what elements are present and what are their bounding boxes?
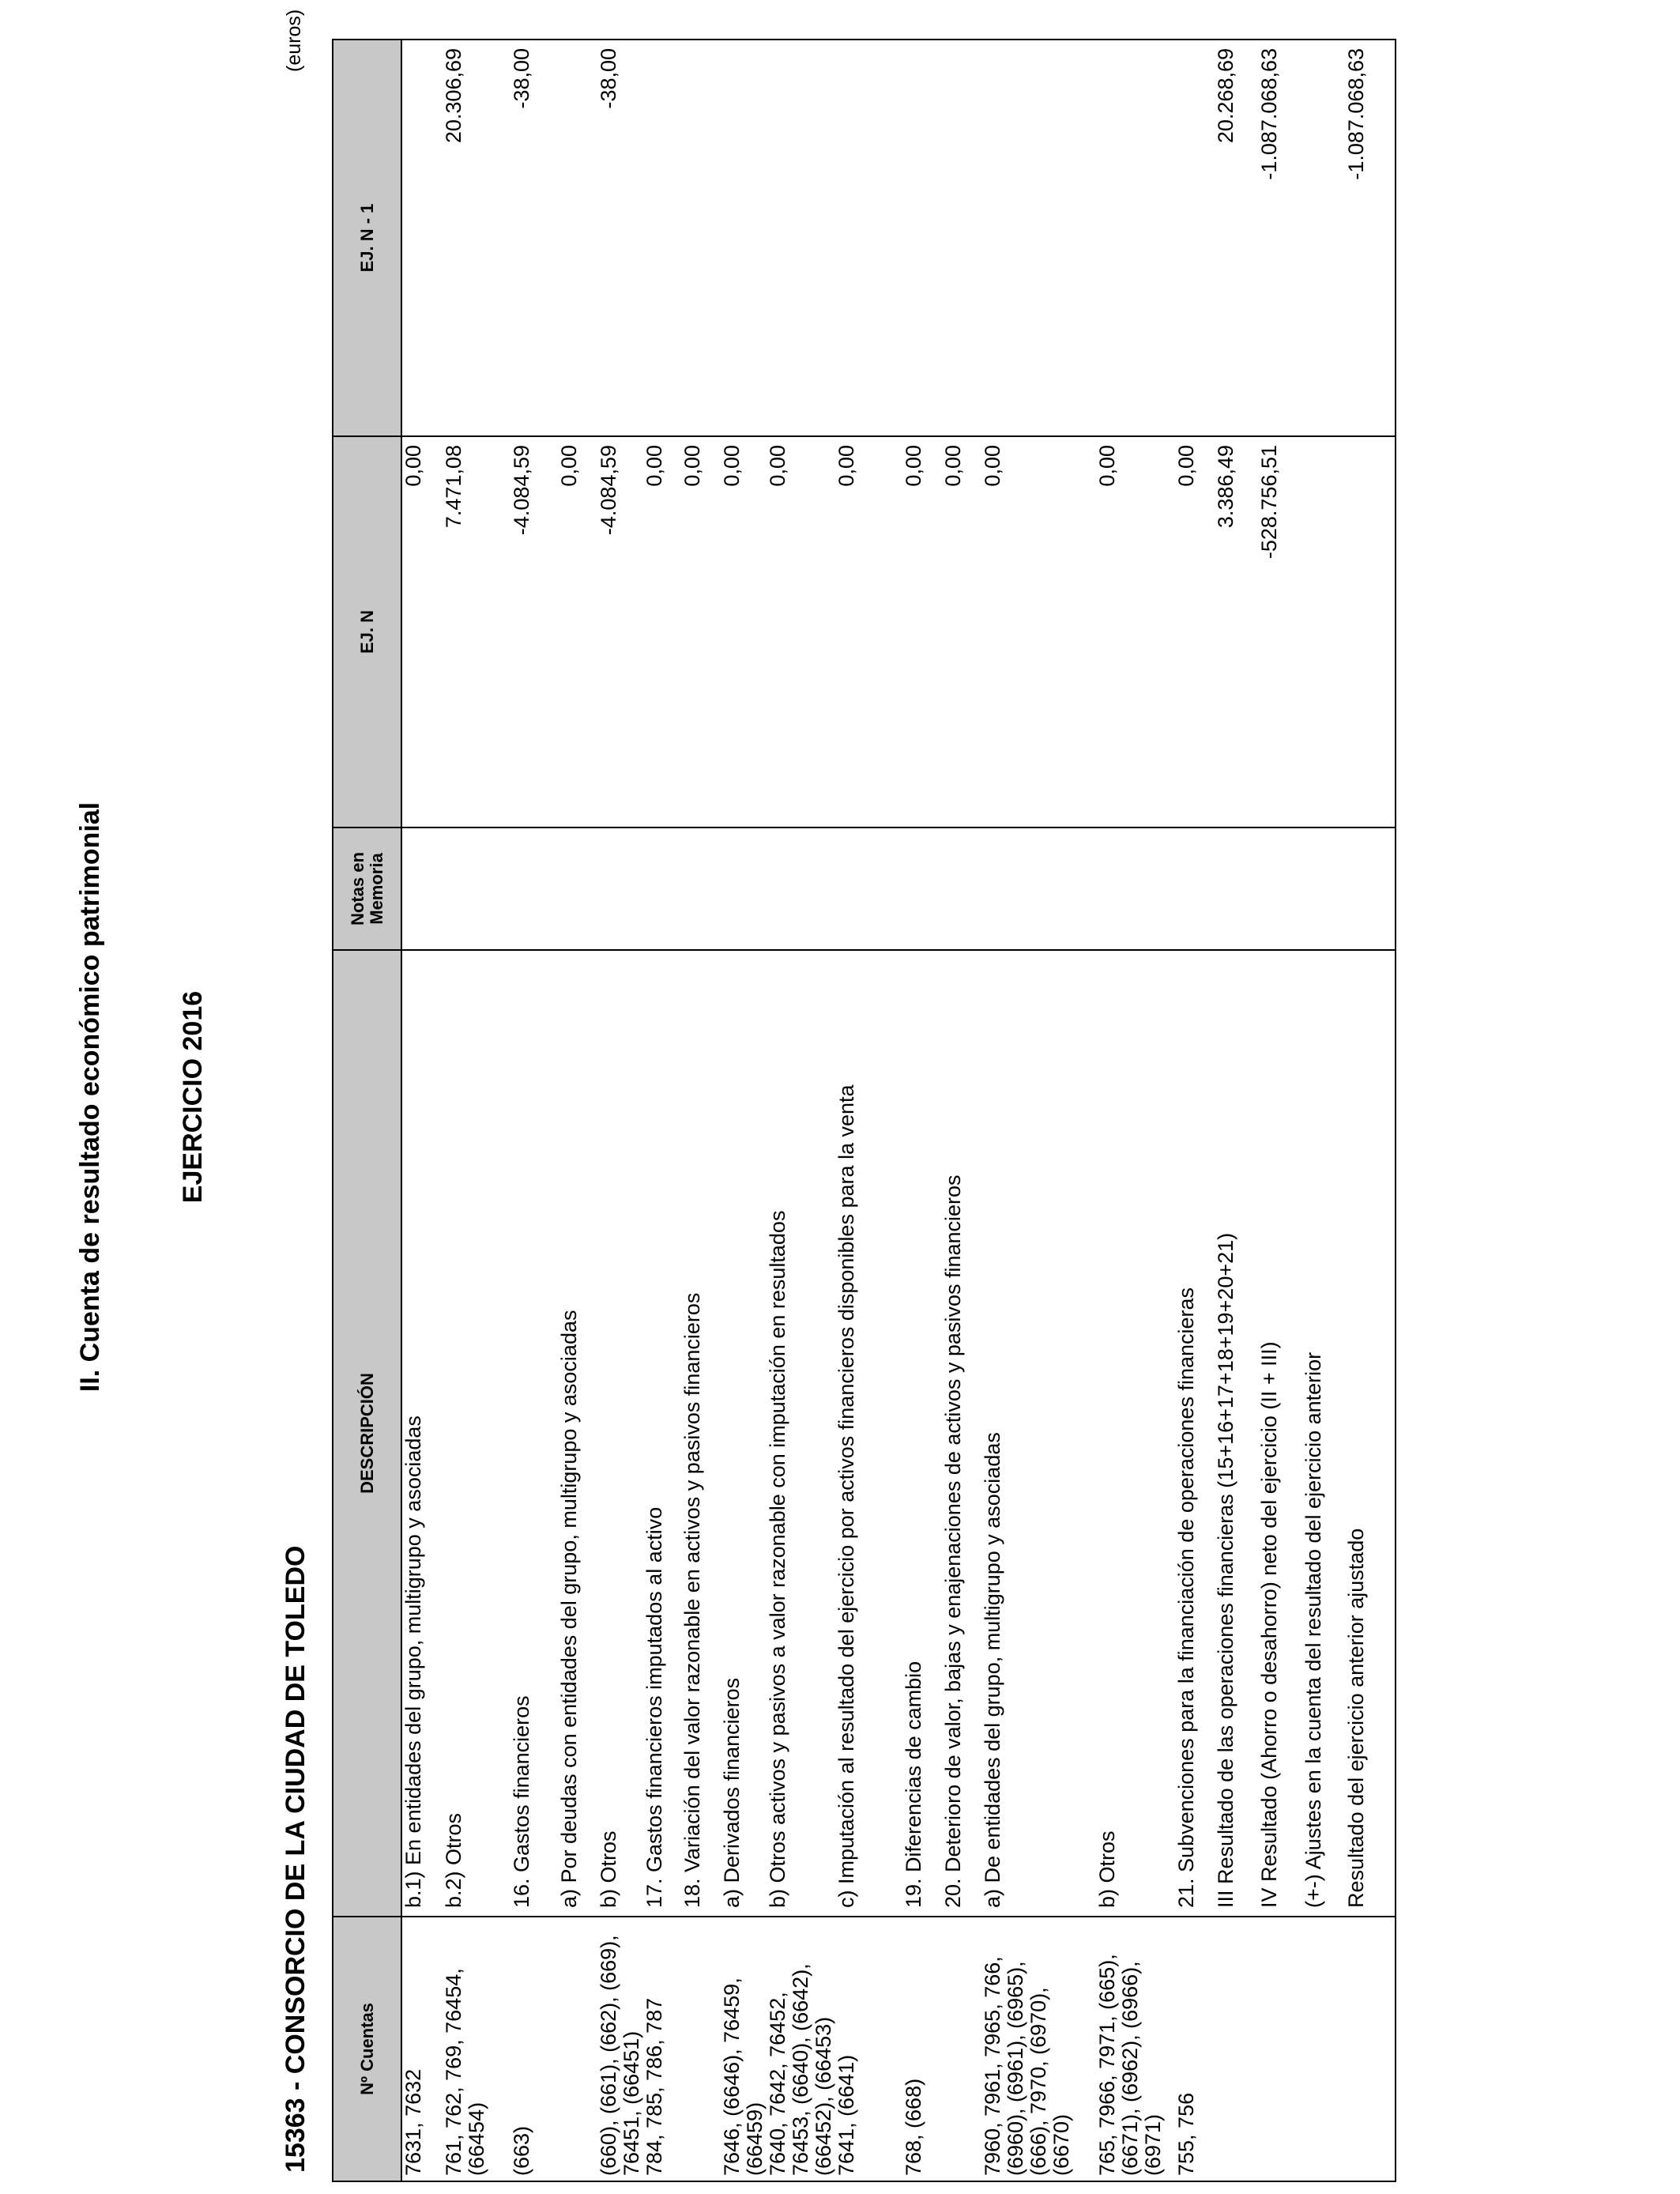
exercise-heading: EJERCICIO 2016: [178, 990, 208, 1204]
notes-cell: [1258, 827, 1302, 950]
table-row: [643, 40, 681, 2181]
description-cell: 17. Gastos financieros imputados al activo: [643, 950, 681, 1917]
notes-cell: [1175, 827, 1215, 950]
previous-year-amount-cell: [902, 40, 942, 436]
current-year-amount-cell: 0,00: [721, 436, 767, 827]
description-cell: 16. Gastos financieros: [510, 950, 558, 1917]
previous-year-amount-cell: [1302, 40, 1345, 436]
previous-year-amount-cell: -1.087.068,63: [1345, 40, 1396, 436]
table-row: [902, 40, 942, 2181]
table-row: [767, 40, 835, 2181]
column-header-notes: Notas en Memoria: [333, 827, 401, 950]
notes-cell: [558, 827, 597, 950]
notes-cell: [942, 827, 981, 950]
table-row: [721, 40, 767, 2181]
current-year-amount-cell: -4.084,59: [510, 436, 558, 827]
document-title: II. Cuenta de resultado económico patrimonial: [75, 801, 105, 1393]
notes-cell: [981, 827, 1096, 950]
account-codes-cell: 761, 762, 769, 76454, (66454): [443, 1917, 510, 2181]
account-codes-cell: 7640, 7642, 76452, 76453, (6640), (6642), (66452), (66453): [767, 1917, 835, 2181]
current-year-amount-cell: [1302, 436, 1345, 827]
account-codes-cell: 7646, (6646), 76459, (66459): [721, 1917, 767, 2181]
previous-year-amount-cell: -38,00: [510, 40, 558, 436]
entity-name: 15363 - CONSORCIO DE LA CIUDAD DE TOLEDO: [281, 1545, 311, 2173]
notes-cell: [767, 827, 835, 950]
current-year-amount-cell: 0,00: [558, 436, 597, 827]
account-codes-cell: 755, 756: [1175, 1917, 1215, 2181]
previous-year-amount-cell: [558, 40, 597, 436]
description-cell: b.1) En entidades del grupo, multigrupo y asociadas: [401, 950, 443, 1917]
column-header-current-year: EJ. N: [333, 436, 401, 827]
description-cell: b) Otros: [597, 950, 643, 1917]
notes-cell: [681, 827, 721, 950]
table-row: [1258, 40, 1302, 2181]
notes-cell: [597, 827, 643, 950]
table-row: [510, 40, 558, 2181]
account-codes-cell: [1302, 1917, 1345, 2181]
description-cell: 20. Deterioro de valor, bajas y enajenaciones de activos y pasivos financieros: [942, 950, 981, 1917]
column-header-accounts: Nº Cuentas: [333, 1917, 401, 2181]
currency-units: (euros): [283, 9, 305, 72]
description-cell: a) De entidades del grupo, multigrupo y asociadas: [981, 950, 1096, 1917]
table-row: [597, 40, 643, 2181]
table-row: [1345, 40, 1396, 2181]
table-body: [401, 40, 1396, 2181]
description-cell: IV Resultado (Ahorro o desahorro) neto del ejercicio (II + III): [1258, 950, 1302, 1917]
description-cell: III Resultado de las operaciones financieras (15+16+17+18+19+20+21): [1215, 950, 1258, 1917]
previous-year-amount-cell: [981, 40, 1096, 436]
current-year-amount-cell: 0,00: [1096, 436, 1175, 827]
current-year-amount-cell: 0,00: [643, 436, 681, 827]
table-row: [681, 40, 721, 2181]
previous-year-amount-cell: [1096, 40, 1175, 436]
account-codes-cell: (660), (661), (662), (669), 76451, (66451): [597, 1917, 643, 2181]
current-year-amount-cell: [1345, 436, 1396, 827]
account-codes-cell: [681, 1917, 721, 2181]
account-codes-cell: [1258, 1917, 1302, 2181]
table-row: [1302, 40, 1345, 2181]
previous-year-amount-cell: [401, 40, 443, 436]
current-year-amount-cell: 0,00: [835, 436, 902, 827]
description-cell: a) Derivados financieros: [721, 950, 767, 1917]
current-year-amount-cell: 0,00: [767, 436, 835, 827]
description-cell: a) Por deudas con entidades del grupo, multigrupo y asociadas: [558, 950, 597, 1917]
account-codes-cell: (663): [510, 1917, 558, 2181]
current-year-amount-cell: -528.756,51: [1258, 436, 1302, 827]
previous-year-amount-cell: [681, 40, 721, 436]
notes-cell: [1302, 827, 1345, 950]
account-codes-cell: 765, 7966, 7971, (665), (6671), (6962), (6966), (6971): [1096, 1917, 1175, 2181]
description-cell: Resultado del ejercicio anterior ajustado: [1345, 950, 1396, 1917]
description-cell: (+-) Ajustes en la cuenta del resultado del ejercicio anterior: [1302, 950, 1345, 1917]
account-codes-cell: 7631, 7632: [401, 1917, 443, 2181]
description-cell: c) Imputación al resultado del ejercicio por activos financieros disponibles para la venta: [835, 950, 902, 1917]
previous-year-amount-cell: [835, 40, 902, 436]
previous-year-amount-cell: [721, 40, 767, 436]
previous-year-amount-cell: -1.087.068,63: [1258, 40, 1302, 436]
previous-year-amount-cell: 20.268,69: [1215, 40, 1258, 436]
account-codes-cell: 7960, 7961, 7965, 766, (6960), (6961), (6965), (666), 7970, (6970), (6670): [981, 1917, 1096, 2181]
previous-year-amount-cell: [942, 40, 981, 436]
notes-cell: [510, 827, 558, 950]
description-cell: b) Otros activos y pasivos a valor razonable con imputación en resultados: [767, 950, 835, 1917]
notes-cell: [1215, 827, 1258, 950]
description-cell: 21. Subvenciones para la financiación de operaciones financieras: [1175, 950, 1215, 1917]
table-row: [1215, 40, 1258, 2181]
table-header-row: [333, 40, 401, 2181]
current-year-amount-cell: 0,00: [981, 436, 1096, 827]
notes-cell: [835, 827, 902, 950]
notes-cell: [401, 827, 443, 950]
account-codes-cell: [1345, 1917, 1396, 2181]
current-year-amount-cell: -4.084,59: [597, 436, 643, 827]
description-cell: 19. Diferencias de cambio: [902, 950, 942, 1917]
previous-year-amount-cell: [1175, 40, 1215, 436]
current-year-amount-cell: 0,00: [1175, 436, 1215, 827]
account-codes-cell: 7641, (6641): [835, 1917, 902, 2181]
table-row: [835, 40, 902, 2181]
table-row: [1175, 40, 1215, 2181]
description-cell: b.2) Otros: [443, 950, 510, 1917]
table-row: [1096, 40, 1175, 2181]
notes-cell: [1345, 827, 1396, 950]
current-year-amount-cell: 3.386,49: [1215, 436, 1258, 827]
notes-cell: [443, 827, 510, 950]
notes-cell: [1096, 827, 1175, 950]
column-header-previous-year: EJ. N - 1: [333, 40, 401, 436]
notes-cell: [643, 827, 681, 950]
table-row: [401, 40, 443, 2181]
previous-year-amount-cell: -38,00: [597, 40, 643, 436]
current-year-amount-cell: 0,00: [902, 436, 942, 827]
account-codes-cell: [942, 1917, 981, 2181]
table-row: [981, 40, 1096, 2181]
description-cell: 18. Variación del valor razonable en activos y pasivos financieros: [681, 950, 721, 1917]
table-row: [443, 40, 510, 2181]
current-year-amount-cell: 0,00: [401, 436, 443, 827]
previous-year-amount-cell: [767, 40, 835, 436]
notes-cell: [721, 827, 767, 950]
notes-cell: [902, 827, 942, 950]
result-account-table: [332, 39, 1396, 2182]
account-codes-cell: 768, (668): [902, 1917, 942, 2181]
description-cell: b) Otros: [1096, 950, 1175, 1917]
account-codes-cell: [1215, 1917, 1258, 2181]
previous-year-amount-cell: 20.306,69: [443, 40, 510, 436]
account-codes-cell: [558, 1917, 597, 2181]
column-header-description: DESCRIPCIÓN: [333, 950, 401, 1917]
account-codes-cell: 784, 785, 786, 787: [643, 1917, 681, 2181]
current-year-amount-cell: 7.471,08: [443, 436, 510, 827]
current-year-amount-cell: 0,00: [681, 436, 721, 827]
current-year-amount-cell: 0,00: [942, 436, 981, 827]
previous-year-amount-cell: [643, 40, 681, 436]
table-row: [942, 40, 981, 2181]
table-row: [558, 40, 597, 2181]
